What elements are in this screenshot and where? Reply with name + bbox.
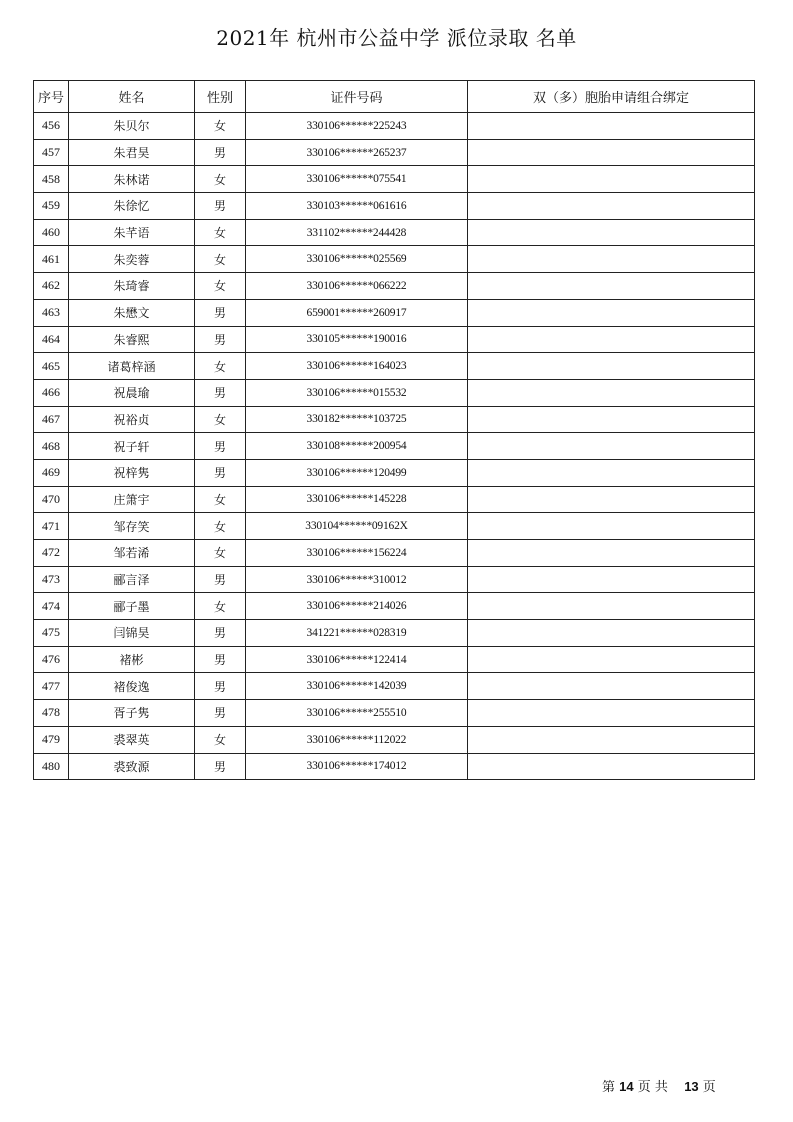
- cell-twin-binding: [468, 753, 755, 780]
- cell-id-number: 330106******025569: [246, 246, 468, 273]
- cell-name: 朱君昊: [69, 139, 195, 166]
- cell-gender: 女: [195, 513, 246, 540]
- cell-gender: 女: [195, 246, 246, 273]
- cell-seq: 460: [34, 219, 69, 246]
- cell-twin-binding: [468, 433, 755, 460]
- table-row: [34, 646, 755, 673]
- cell-seq: 474: [34, 593, 69, 620]
- cell-seq: 470: [34, 486, 69, 513]
- cell-name: 朱贝尔: [69, 113, 195, 140]
- cell-name: 朱奕蓉: [69, 246, 195, 273]
- cell-seq: 459: [34, 193, 69, 220]
- current-page-number: 14: [619, 1079, 634, 1094]
- cell-gender: 男: [195, 700, 246, 727]
- table-row: [34, 540, 755, 567]
- cell-seq: 480: [34, 753, 69, 780]
- cell-id-number: 330106******142039: [246, 673, 468, 700]
- cell-twin-binding: [468, 673, 755, 700]
- cell-twin-binding: [468, 139, 755, 166]
- cell-gender: 女: [195, 593, 246, 620]
- cell-name: 裘翠英: [69, 726, 195, 753]
- cell-id-number: 330105******190016: [246, 326, 468, 353]
- cell-gender: 男: [195, 646, 246, 673]
- cell-seq: 461: [34, 246, 69, 273]
- total-page-number: 13: [684, 1079, 699, 1094]
- table-row: [34, 459, 755, 486]
- cell-twin-binding: [468, 299, 755, 326]
- cell-twin-binding: [468, 540, 755, 567]
- footer-prefix: 第: [602, 1080, 616, 1095]
- cell-name: 褚俊逸: [69, 673, 195, 700]
- table-row: [34, 139, 755, 166]
- table-row: [34, 726, 755, 753]
- cell-twin-binding: [468, 620, 755, 647]
- cell-twin-binding: [468, 513, 755, 540]
- cell-id-number: 330106******066222: [246, 273, 468, 300]
- cell-id-number: 659001******260917: [246, 299, 468, 326]
- cell-name: 祝子轩: [69, 433, 195, 460]
- table-row: [34, 753, 755, 780]
- cell-gender: 女: [195, 219, 246, 246]
- cell-name: 邹若浠: [69, 540, 195, 567]
- cell-id-number: 330182******103725: [246, 406, 468, 433]
- cell-gender: 男: [195, 566, 246, 593]
- page-footer: [602, 1076, 716, 1095]
- cell-name: 褚彬: [69, 646, 195, 673]
- cell-gender: 男: [195, 620, 246, 647]
- cell-id-number: 330106******164023: [246, 353, 468, 380]
- cell-seq: 463: [34, 299, 69, 326]
- table-row: [34, 166, 755, 193]
- cell-gender: 女: [195, 726, 246, 753]
- table-body: [34, 113, 755, 780]
- cell-gender: 女: [195, 113, 246, 140]
- cell-gender: 男: [195, 433, 246, 460]
- cell-twin-binding: [468, 566, 755, 593]
- table-row: [34, 246, 755, 273]
- cell-twin-binding: [468, 459, 755, 486]
- cell-id-number: 330106******120499: [246, 459, 468, 486]
- cell-seq: 479: [34, 726, 69, 753]
- header-gender: 性别: [195, 81, 246, 113]
- cell-id-number: 330106******265237: [246, 139, 468, 166]
- cell-gender: 男: [195, 326, 246, 353]
- cell-seq: 473: [34, 566, 69, 593]
- cell-seq: 464: [34, 326, 69, 353]
- cell-twin-binding: [468, 353, 755, 380]
- cell-seq: 468: [34, 433, 69, 460]
- table-row: [34, 273, 755, 300]
- cell-twin-binding: [468, 193, 755, 220]
- table-row: [34, 113, 755, 140]
- cell-id-number: 330108******200954: [246, 433, 468, 460]
- cell-gender: 男: [195, 459, 246, 486]
- table-row: [34, 566, 755, 593]
- table-row: [34, 353, 755, 380]
- table-header-row: [34, 81, 755, 113]
- cell-id-number: 330104******09162X: [246, 513, 468, 540]
- cell-id-number: 330106******225243: [246, 113, 468, 140]
- footer-suffix: 页: [702, 1080, 716, 1095]
- cell-id-number: 330106******122414: [246, 646, 468, 673]
- cell-gender: 女: [195, 406, 246, 433]
- cell-id-number: 341221******028319: [246, 620, 468, 647]
- cell-twin-binding: [468, 726, 755, 753]
- table-row: [34, 406, 755, 433]
- table-row: [34, 299, 755, 326]
- cell-name: 朱懋文: [69, 299, 195, 326]
- cell-seq: 466: [34, 379, 69, 406]
- cell-gender: 女: [195, 353, 246, 380]
- cell-id-number: 330106******075541: [246, 166, 468, 193]
- cell-gender: 男: [195, 299, 246, 326]
- cell-twin-binding: [468, 166, 755, 193]
- cell-seq: 472: [34, 540, 69, 567]
- header-name: 姓名: [69, 81, 195, 113]
- cell-name: 祝晨瑜: [69, 379, 195, 406]
- cell-name: 朱琦睿: [69, 273, 195, 300]
- header-id: 证件号码: [246, 81, 468, 113]
- cell-gender: 女: [195, 486, 246, 513]
- header-twin-binding: 双（多）胞胎申请组合绑定: [468, 81, 755, 113]
- cell-twin-binding: [468, 700, 755, 727]
- cell-id-number: 330103******061616: [246, 193, 468, 220]
- cell-seq: 456: [34, 113, 69, 140]
- cell-id-number: 330106******255510: [246, 700, 468, 727]
- cell-gender: 男: [195, 753, 246, 780]
- cell-id-number: 330106******145228: [246, 486, 468, 513]
- table-row: [34, 433, 755, 460]
- cell-twin-binding: [468, 486, 755, 513]
- cell-seq: 471: [34, 513, 69, 540]
- cell-twin-binding: [468, 593, 755, 620]
- cell-gender: 男: [195, 673, 246, 700]
- cell-name: 祝梓隽: [69, 459, 195, 486]
- page-title: 2021年 杭州市公益中学 派位录取 名单: [216, 26, 577, 50]
- table-row: [34, 620, 755, 647]
- cell-id-number: 330106******214026: [246, 593, 468, 620]
- cell-id-number: 330106******015532: [246, 379, 468, 406]
- cell-seq: 467: [34, 406, 69, 433]
- cell-name: 郦言泽: [69, 566, 195, 593]
- cell-seq: 478: [34, 700, 69, 727]
- cell-gender: 男: [195, 139, 246, 166]
- cell-name: 诸葛梓涵: [69, 353, 195, 380]
- cell-twin-binding: [468, 379, 755, 406]
- table-row: [34, 673, 755, 700]
- cell-seq: 469: [34, 459, 69, 486]
- cell-seq: 462: [34, 273, 69, 300]
- cell-id-number: 330106******174012: [246, 753, 468, 780]
- cell-name: 裘致源: [69, 753, 195, 780]
- table-row: [34, 486, 755, 513]
- cell-name: 祝裕贞: [69, 406, 195, 433]
- cell-seq: 465: [34, 353, 69, 380]
- cell-twin-binding: [468, 406, 755, 433]
- table-row: [34, 193, 755, 220]
- cell-gender: 女: [195, 166, 246, 193]
- cell-name: 邹存笑: [69, 513, 195, 540]
- cell-twin-binding: [468, 326, 755, 353]
- cell-twin-binding: [468, 219, 755, 246]
- cell-name: 朱徐忆: [69, 193, 195, 220]
- cell-twin-binding: [468, 246, 755, 273]
- cell-twin-binding: [468, 113, 755, 140]
- cell-gender: 男: [195, 193, 246, 220]
- table-row: [34, 700, 755, 727]
- cell-gender: 女: [195, 273, 246, 300]
- table-row: [34, 326, 755, 353]
- cell-id-number: 330106******112022: [246, 726, 468, 753]
- cell-twin-binding: [468, 646, 755, 673]
- header-seq: 序号: [34, 81, 69, 113]
- cell-id-number: 331102******244428: [246, 219, 468, 246]
- table-row: [34, 379, 755, 406]
- cell-name: 闫锦昊: [69, 620, 195, 647]
- cell-seq: 475: [34, 620, 69, 647]
- cell-name: 胥子隽: [69, 700, 195, 727]
- cell-id-number: 330106******310012: [246, 566, 468, 593]
- cell-seq: 477: [34, 673, 69, 700]
- cell-twin-binding: [468, 273, 755, 300]
- cell-gender: 女: [195, 540, 246, 567]
- cell-id-number: 330106******156224: [246, 540, 468, 567]
- table-row: [34, 219, 755, 246]
- cell-name: 庄箫宇: [69, 486, 195, 513]
- cell-name: 朱睿熙: [69, 326, 195, 353]
- table-row: [34, 513, 755, 540]
- cell-name: 朱林诺: [69, 166, 195, 193]
- cell-name: 朱芊语: [69, 219, 195, 246]
- cell-gender: 男: [195, 379, 246, 406]
- cell-seq: 458: [34, 166, 69, 193]
- cell-seq: 457: [34, 139, 69, 166]
- cell-seq: 476: [34, 646, 69, 673]
- admission-table: [33, 80, 755, 780]
- cell-name: 郦子墨: [69, 593, 195, 620]
- table-row: [34, 593, 755, 620]
- footer-middle: 页 共: [637, 1080, 668, 1095]
